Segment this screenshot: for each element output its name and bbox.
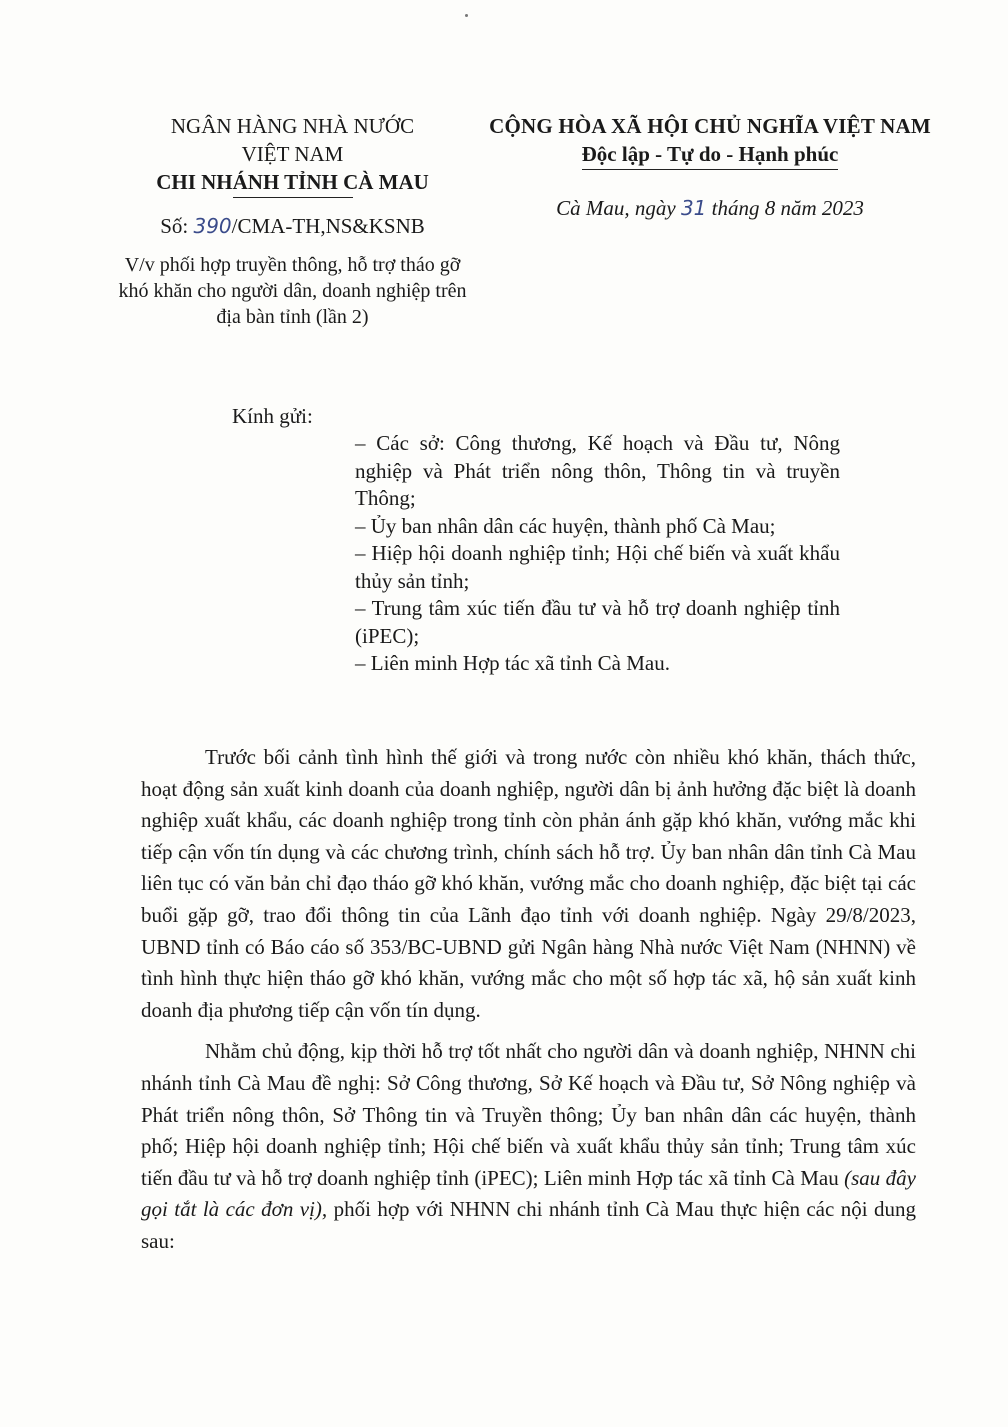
nation-title: CỘNG HÒA XÃ HỘI CHỦ NGHĨA VIỆT NAM [489,114,931,138]
date-line [470,196,950,221]
recipient-item: – Liên minh Hợp tác xã tỉnh Cà Mau. [355,651,670,675]
body-text [141,742,916,1258]
paragraph-1: Trước bối cảnh tình hình thế giới và trong nước còn nhiều khó khăn, thách thức, hoạt động sản xuất kinh doanh của doanh nghiệp, người dân bị ảnh hưởng đặc biệt là doanh nghiệp xuất khẩu, các doanh nghiệp trong tỉnh còn phản ánh gặp khó khăn, vướng mắc khi tiếp cận vốn tín dụng và các chương trình, chính sách hỗ trợ. Ủy ban nhân dân tỉnh Cà Mau liên tục có văn bản chỉ đạo tháo gỡ khó khăn, vướng mắc cho doanh nghiệp, đặc biệt tại các buổi gặp gỡ, trao đổi thông tin của Lãnh đạo tỉnh với doanh nghiệp. Ngày 29/8/2023, UBND tỉnh có Báo cáo số 353/BC-UBND gửi Ngân hàng Nhà nước Việt Nam (NHNN) về tình hình thực hiện tháo gỡ khó khăn, vướng mắc cho một số hợp tác xã, hộ sản xuất kinh doanh địa phương tiếp cận vốn tín dụng. [141,745,916,1022]
document-number [110,212,475,240]
recipient-list [355,430,840,678]
document-number-prefix: Số: [160,214,194,238]
document-number-handwritten: 390 [193,214,232,238]
subject-line: V/v phối hợp truyền thông, hỗ trợ tháo gỡ khó khăn cho người dân, doanh nghiệp trên địa bàn tỉnh (lần 2) [118,254,467,328]
issuer-line-2: VIỆT NAM [241,142,344,166]
issuer-underline [233,197,353,198]
paragraph-2-part-2: phối hợp với NHNN chi nhánh tỉnh Cà Mau thực hiện các nội dung sau: [141,1197,916,1253]
scan-dot [465,14,468,17]
issuer-line-1: NGÂN HÀNG NHÀ NƯỚC [170,114,415,138]
date-prefix: Cà Mau, ngày [556,196,681,220]
nation-block [470,112,950,170]
recipient-item: – Ủy ban nhân dân các huyện, thành phố Cà Mau; [355,513,776,538]
recipient-item: – Hiệp hội doanh nghiệp tỉnh; Hội chế biến và xuất khẩu thủy sản tỉnh; [355,541,840,593]
issuer-branch: CHI NHÁNH TỈNH CÀ MAU [156,170,429,194]
date-day-handwritten: 31 [680,196,707,220]
document-number-suffix: /CMA-TH,NS&KSNB [231,214,425,238]
issuer-block [110,112,475,330]
recipient-item: – Trung tâm xúc tiến đầu tư và hỗ trợ doanh nghiệp tỉnh (iPEC); [355,596,840,648]
paragraph-2-italic: (sau đây gọi tắt là các đơn vị), [141,1165,916,1222]
nation-motto: Độc lập - Tự do - Hạnh phúc [582,140,839,170]
recipient-item: – Các sở: Công thương, Kế hoạch và Đầu tư, Nông nghiệp và Phát triển nông thôn, Thông tin và truyền Thông; [355,431,840,510]
paragraph-2-part-1: Nhằm chủ động, kịp thời hỗ trợ tốt nhất cho người dân và doanh nghiệp, NHNN chi nhánh tỉnh Cà Mau đề nghị: Sở Công thương, Sở Kế hoạch và Đầu tư, Sở Nông nghiệp và Phát triển nông thôn, Sở Thông tin và Truyền thông; Ủy ban nhân dân các huyện, thành phố; Hiệp hội doanh nghiệp tỉnh; Hội chế biến và xuất khẩu thủy sản tỉnh; Trung tâm xúc tiến đầu tư và hỗ trợ doanh nghiệp tỉnh (iPEC); Liên minh Hợp tác xã tỉnh Cà Mau [141,1039,916,1190]
date-suffix: tháng 8 năm 2023 [706,196,864,220]
paragraph-2 [141,1036,916,1257]
salutation: Kính gửi: [232,404,313,428]
